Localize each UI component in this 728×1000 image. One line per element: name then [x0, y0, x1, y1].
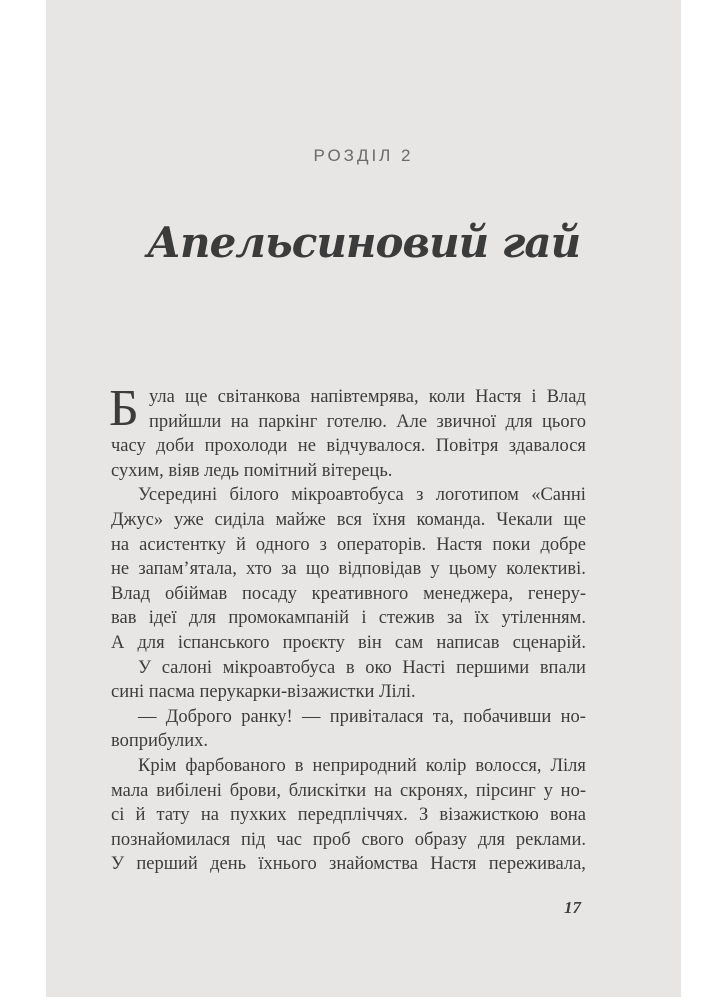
chapter-heading: РОЗДІЛ 2: [313, 146, 414, 165]
chapter-title: Апельсиновий гай: [146, 218, 581, 267]
body-text: [109, 380, 586, 877]
paragraph: [111, 754, 586, 877]
paragraph: [111, 705, 586, 754]
text-line: познайомилася під час проб свого образу для реклами.: [111, 829, 586, 850]
text-line: сухим, віяв ледь помітний вітерець.: [111, 460, 393, 481]
paragraph: [109, 380, 586, 483]
text-line: сині пасма перукарки-візажистки Лілі.: [111, 682, 416, 703]
book-page: [46, 0, 681, 997]
text-line: на асистентку й одного з операторів. Настя поки добре: [111, 534, 586, 555]
text-line: Усередині білого мікроавтобуса з логотипом «Санні: [138, 485, 586, 506]
paragraph: [111, 656, 586, 705]
text-line: Влад обіймав посаду креативного менеджера, генеру-: [111, 583, 586, 604]
text-line: не запам’ятала, хто за що відповідав у цьому колективі.: [111, 559, 586, 580]
text-line: мала вибілені брови, блискітки на скронях, пірсинг у но-: [111, 780, 586, 801]
text-line: А для іспанського проєкту він сам написав сценарій.: [111, 632, 586, 653]
text-line: У салоні мікроавтобуса в око Насті першими впали: [138, 657, 586, 678]
page-number: 17: [564, 898, 581, 917]
text-line: часу доби прохолоди не відчувалося. Повітря здавалося: [111, 436, 586, 457]
text-line: — Доброго ранку! — привіталася та, побачивши но-: [138, 706, 586, 727]
paragraph: [111, 483, 586, 655]
text-line: ула ще світанкова напівтемрява, коли Настя і Влад: [149, 387, 586, 407]
text-line: воприбулих.: [111, 731, 209, 752]
text-line: У перший день їхнього знайомства Настя переживала,: [111, 854, 586, 875]
text-line: прийшли на паркінг готелю. Але звичної для цього: [149, 411, 586, 432]
text-line: вав ідеї для промокампаній і стежив за їх утіленням.: [111, 608, 586, 629]
text-line: сі й тату на пухких передпліччях. З візажисткою вона: [111, 805, 586, 826]
text-line: Крім фарбованого в неприродний колір волосся, Ліля: [138, 755, 586, 776]
text-line: Джус» уже сиділа майже вся їхня команда. Чекали ще: [111, 509, 586, 530]
drop-cap: Б: [109, 380, 139, 437]
